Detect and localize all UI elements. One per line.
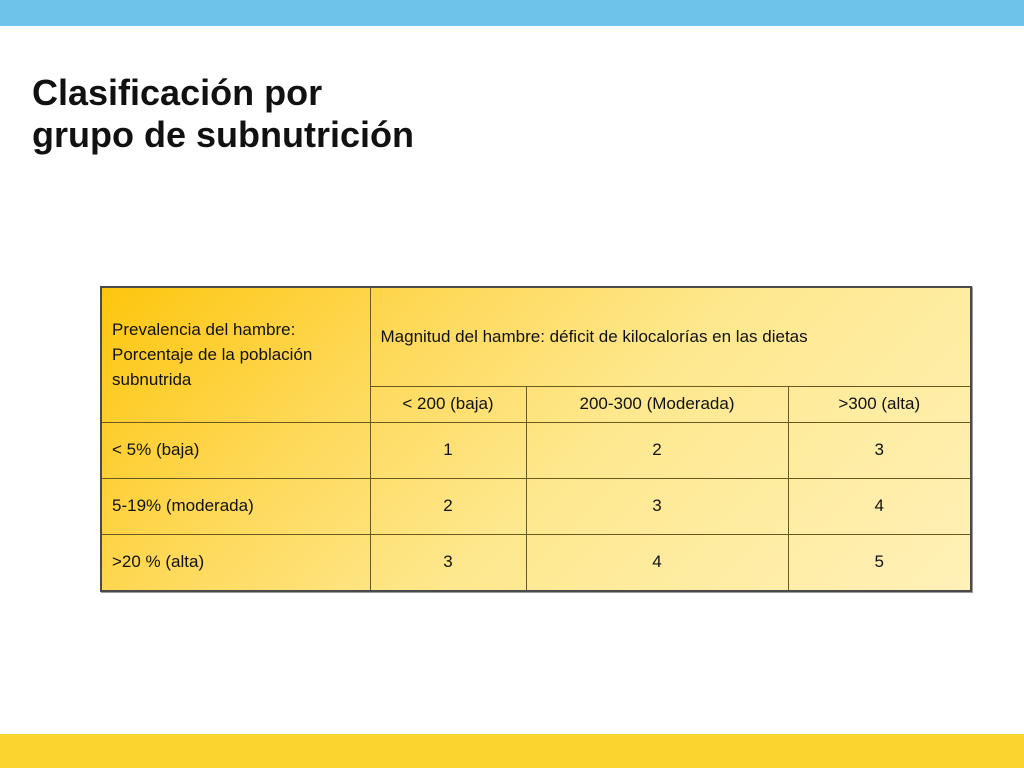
title-line-1: Clasificación por bbox=[32, 72, 323, 113]
magnitude-header-cell: Magnitud del hambre: déficit de kilocalorías en las dietas bbox=[370, 288, 970, 386]
row-label: >20 % (alta) bbox=[102, 534, 370, 590]
magnitude-col-low: < 200 (baja) bbox=[370, 386, 526, 422]
prevalence-header-line-2: Porcentaje de la población bbox=[112, 345, 313, 365]
prevalence-header-line-3: subnutrida bbox=[112, 370, 192, 390]
table-cell: 4 bbox=[788, 478, 970, 534]
table-cell: 3 bbox=[526, 478, 788, 534]
classification-grid bbox=[102, 288, 970, 590]
header-row bbox=[102, 288, 970, 386]
magnitude-col-high: >300 (alta) bbox=[788, 386, 970, 422]
bottom-accent-band bbox=[0, 734, 1024, 768]
magnitude-col-moderate: 200-300 (Moderada) bbox=[526, 386, 788, 422]
prevalence-header-line-1: Prevalencia del hambre: bbox=[112, 320, 296, 340]
slide-title bbox=[32, 72, 414, 156]
table-cell: 3 bbox=[788, 422, 970, 478]
table-cell: 4 bbox=[526, 534, 788, 590]
table-cell: 2 bbox=[370, 478, 526, 534]
title-line-2: grupo de subnutrición bbox=[32, 114, 414, 155]
table-cell: 1 bbox=[370, 422, 526, 478]
table-cell: 3 bbox=[370, 534, 526, 590]
table-row bbox=[102, 478, 970, 534]
row-label: 5-19% (moderada) bbox=[102, 478, 370, 534]
table-cell: 2 bbox=[526, 422, 788, 478]
row-label: < 5% (baja) bbox=[102, 422, 370, 478]
classification-table bbox=[100, 286, 972, 592]
table-cell: 5 bbox=[788, 534, 970, 590]
prevalence-header-cell bbox=[102, 288, 370, 422]
table-row bbox=[102, 534, 970, 590]
table-row bbox=[102, 422, 970, 478]
top-accent-band bbox=[0, 0, 1024, 26]
